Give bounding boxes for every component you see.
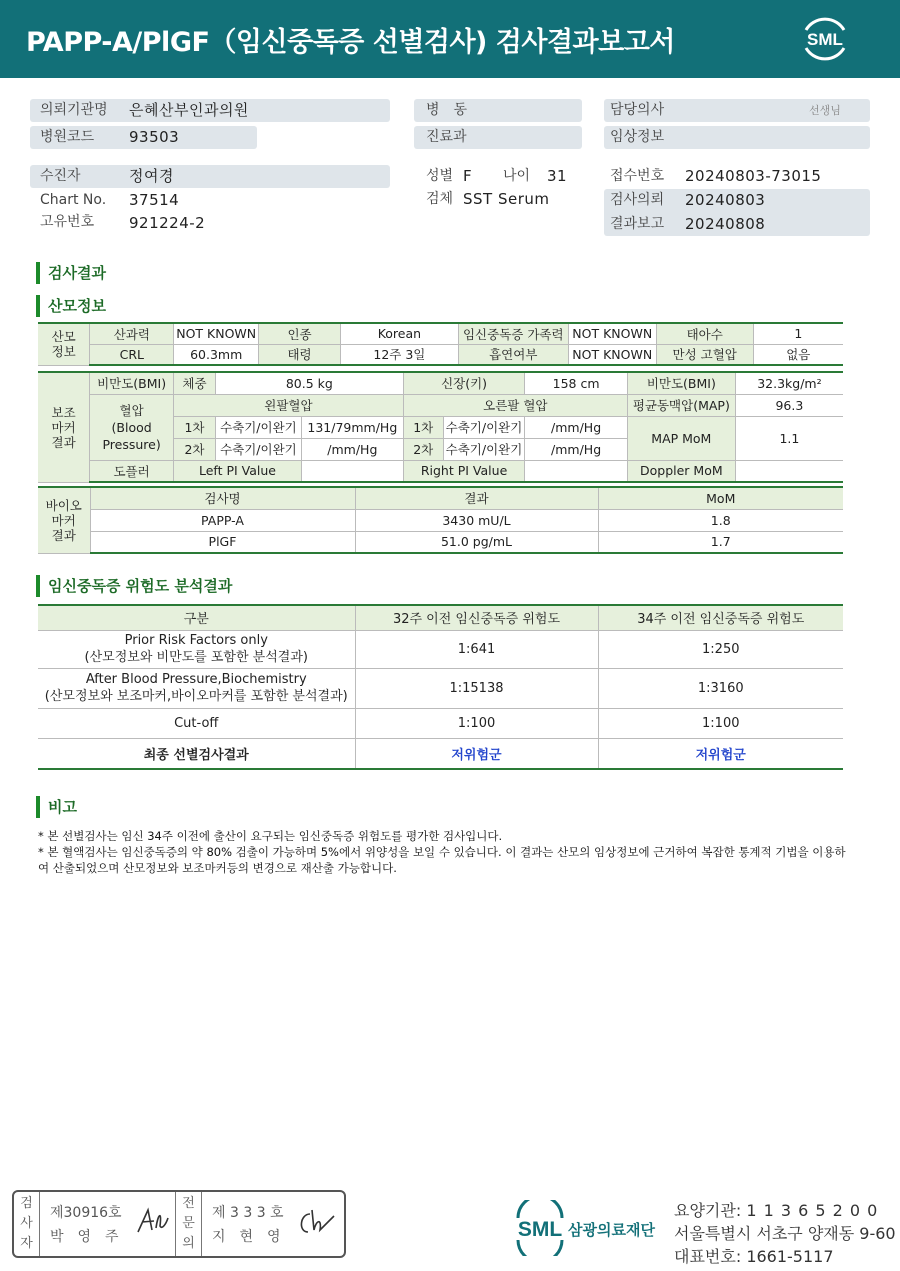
cell: 1 — [753, 323, 843, 344]
receipt-label: 접수번호 — [610, 168, 665, 184]
risk-table — [38, 604, 843, 770]
bp-label: 혈압 (Blood Pressure) — [90, 394, 174, 460]
aux-table — [38, 371, 843, 483]
cell: 만성 고혈압 — [656, 344, 753, 365]
risk-header: 34주 이전 임신중독증 위험도 — [598, 605, 843, 630]
expert-label: 전 문 의 — [176, 1192, 202, 1256]
doppler-label: 도플러 — [90, 460, 174, 482]
risk-header: 32주 이전 임신중독증 위험도 — [355, 605, 598, 630]
maternal-group-label: 산모 정보 — [38, 323, 90, 365]
risk-row-label: Prior Risk Factors only (산모정보와 비만도를 포함한 분석결과) — [38, 630, 355, 668]
footer-phone-value: 1661-5117 — [746, 1247, 834, 1266]
svg-text:SML: SML — [807, 30, 843, 49]
age-label: 나이 — [503, 168, 531, 184]
report-title: PAPP-A/PlGF（임신중독증 선별검사) 검사결과보고서 — [26, 27, 675, 58]
risk-34: 1:100 — [598, 708, 843, 738]
map-label: 평균동맥압(MAP) — [627, 394, 735, 416]
right-pi-value — [525, 460, 628, 482]
footer-brand: 삼광의료재단 — [568, 1221, 655, 1239]
doctor-label: 담당의사 — [610, 102, 665, 118]
section-maternal: 산모정보 — [36, 295, 106, 317]
bio-result: 3430 mU/L — [355, 509, 598, 531]
section-results: 검사결과 — [36, 262, 106, 284]
bio-header: 검사명 — [90, 487, 355, 509]
bio-name: PlGF — [90, 531, 355, 553]
height-value: 158 cm — [525, 372, 628, 394]
risk-row-label: After Blood Pressure,Biochemistry (산모정보와 보조마커,바이오마커를 포함한 분석결과) — [38, 668, 355, 708]
left-arm-label: 왼팔혈압 — [174, 394, 404, 416]
bio-name: PAPP-A — [90, 509, 355, 531]
risk-32: 1:100 — [355, 708, 598, 738]
footer-phone — [674, 1244, 834, 1267]
receipt-value: 20240803-73015 — [685, 167, 822, 185]
final-label: 최종 선별검사결과 — [38, 738, 355, 769]
bio-mom: 1.8 — [598, 509, 843, 531]
institution-label: 의뢰기관명 — [40, 102, 108, 118]
map-value: 96.3 — [735, 394, 843, 416]
maternal-table — [38, 322, 843, 366]
cell: 인종 — [259, 323, 341, 344]
sex-label: 성별 — [426, 168, 454, 184]
ward-label: 병 동 — [426, 102, 468, 118]
id-value: 921224-2 — [129, 214, 206, 232]
tester-name: 박 영 주 — [50, 1229, 119, 1245]
doppler-mom-value — [735, 460, 843, 482]
bmi-label: 비만도(BMI) — [90, 372, 174, 394]
left-pi-label: Left PI Value — [174, 460, 302, 482]
sex-value: F — [463, 167, 473, 185]
chart-label: Chart No. — [40, 192, 107, 208]
section-risk: 임신중독증 위험도 분석결과 — [36, 575, 232, 597]
age-value: 31 — [547, 167, 568, 185]
sml-logo-icon — [798, 12, 852, 66]
risk-34: 1:250 — [598, 630, 843, 668]
tester-cell — [40, 1192, 176, 1256]
cell: 12주 3일 — [340, 344, 458, 365]
hospital-code-label: 병원코드 — [40, 129, 95, 145]
cell: 수축기/이완기 — [443, 438, 525, 460]
signature-box — [12, 1190, 346, 1258]
section-remarks: 비고 — [36, 796, 77, 818]
cell: NOT KNOWN — [568, 344, 656, 365]
request-value: 20240803 — [685, 191, 766, 209]
patient-box — [30, 165, 390, 188]
risk-32: 1:641 — [355, 630, 598, 668]
doctor-suffix: 선생님 — [809, 104, 841, 117]
right-pi-label: Right PI Value — [403, 460, 525, 482]
expert-signature-icon — [296, 1206, 338, 1240]
svg-text:SML: SML — [517, 1218, 563, 1241]
left-bp-1: 131/79mm/Hg — [301, 416, 403, 438]
footer-code — [674, 1198, 878, 1221]
left-bp-2: /mm/Hg — [301, 438, 403, 460]
cell: 산과력 — [90, 323, 174, 344]
cell: Korean — [340, 323, 458, 344]
note-2: * 본 혈액검사는 임신중독증의 약 80% 검출이 가능하며 5%에서 위양성을 보일 수 있습니다. 이 결과는 산모의 임상정보에 근거하여 복잡한 통계적 기법을 이용하여 산출되었으며 산모정보와 보조마커등의 변경으로 재산출 가능합니다. — [38, 845, 846, 875]
cell: 수축기/이완기 — [443, 416, 525, 438]
specimen-value: SST Serum — [463, 190, 550, 208]
cell: 없음 — [753, 344, 843, 365]
cell: 임신중독증 가족력 — [458, 323, 568, 344]
expert-name: 지 현 영 — [212, 1229, 281, 1245]
patient-value: 정여경 — [129, 167, 174, 185]
cell: 태령 — [259, 344, 341, 365]
footer-code-label: 요양기관: — [674, 1201, 742, 1220]
map-mom-value: 1.1 — [735, 416, 843, 460]
cell: 60.3mm — [174, 344, 259, 365]
right-arm-label: 오른팔 혈압 — [403, 394, 627, 416]
id-label: 고유번호 — [40, 214, 95, 230]
weight-label: 체중 — [174, 372, 216, 394]
bmi2-value: 32.3kg/m² — [735, 372, 843, 394]
tester-label: 검 사 자 — [14, 1192, 40, 1256]
cell: 1차 — [403, 416, 443, 438]
cell: 흡연여부 — [458, 344, 568, 365]
weight-value: 80.5 kg — [215, 372, 403, 394]
aux-group-label: 보조 마커 결과 — [38, 372, 90, 482]
tester-signature-icon — [134, 1204, 172, 1240]
clinical-label: 임상정보 — [610, 129, 665, 145]
bmi2-label: 비만도(BMI) — [627, 372, 735, 394]
risk-row-label: Cut-off — [38, 708, 355, 738]
report-value: 20240808 — [685, 215, 766, 233]
chart-value: 37514 — [129, 191, 180, 209]
hospital-code-value: 93503 — [129, 128, 180, 146]
height-label: 신장(키) — [403, 372, 525, 394]
cell: CRL — [90, 344, 174, 365]
footer-address: 서울특별시 서초구 양재동 9-60 — [674, 1224, 896, 1243]
right-bp-1: /mm/Hg — [525, 416, 628, 438]
bio-group-label: 바이오 마커 결과 — [38, 487, 90, 553]
cell: NOT KNOWN — [174, 323, 259, 344]
cell: 수축기/이완기 — [215, 416, 301, 438]
doppler-mom-label: Doppler MoM — [627, 460, 735, 482]
cell: 1차 — [174, 416, 216, 438]
bio-mom: 1.7 — [598, 531, 843, 553]
bio-result: 51.0 pg/mL — [355, 531, 598, 553]
risk-34: 1:3160 — [598, 668, 843, 708]
footer-logo — [512, 1200, 662, 1260]
report-header — [0, 0, 900, 78]
tester-no: 제30916호 — [50, 1205, 122, 1221]
cell: 2차 — [174, 438, 216, 460]
institution-value: 은혜산부인과의원 — [129, 101, 249, 119]
cell: NOT KNOWN — [568, 323, 656, 344]
left-pi-value — [301, 460, 403, 482]
specimen-label: 검체 — [426, 191, 454, 207]
bio-header: 결과 — [355, 487, 598, 509]
dept-label: 진료과 — [426, 129, 467, 145]
note-1: * 본 선별검사는 임신 34주 이전에 출산이 요구되는 임신중독증 위험도를 평가한 검사입니다. — [38, 829, 503, 843]
cell: 태아수 — [656, 323, 753, 344]
risk-header: 구분 — [38, 605, 355, 630]
final-34: 저위험군 — [598, 738, 843, 769]
footer-code-value: 1 1 3 6 5 2 0 0 — [746, 1201, 879, 1220]
remarks-notes — [38, 828, 853, 876]
cell: 2차 — [403, 438, 443, 460]
bio-table — [38, 486, 843, 554]
footer-phone-label: 대표번호: — [674, 1247, 742, 1266]
expert-no: 제 3 3 3 호 — [212, 1205, 284, 1221]
cell: 수축기/이완기 — [215, 438, 301, 460]
patient-label: 수진자 — [40, 168, 81, 184]
risk-32: 1:15138 — [355, 668, 598, 708]
map-mom-label: MAP MoM — [627, 416, 735, 460]
expert-cell — [202, 1192, 344, 1256]
bio-header: MoM — [598, 487, 843, 509]
report-label: 결과보고 — [610, 216, 665, 232]
request-label: 검사의뢰 — [610, 192, 665, 208]
final-32: 저위험군 — [355, 738, 598, 769]
right-bp-2: /mm/Hg — [525, 438, 628, 460]
